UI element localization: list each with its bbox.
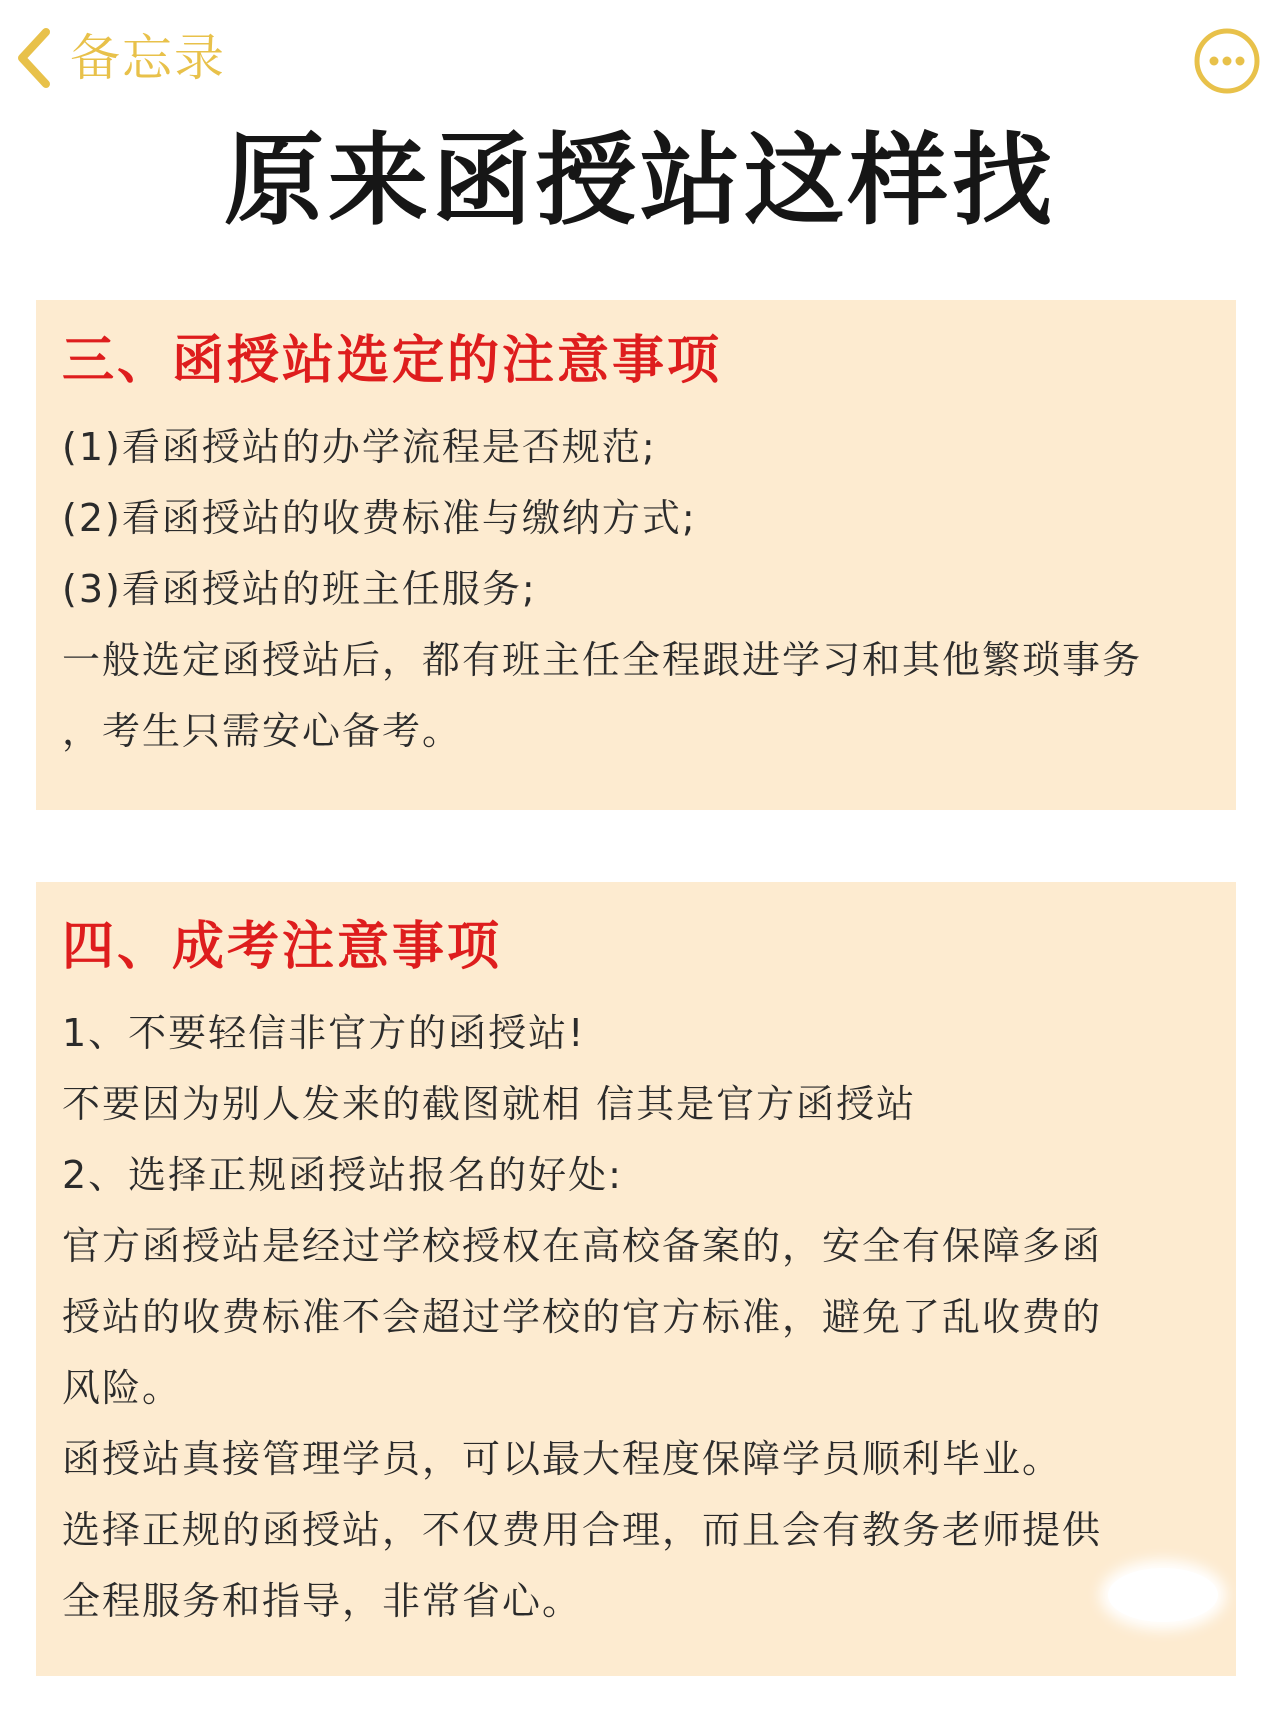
note-line: 选择正规的函授站，不仅费用合理，而且会有教务老师提供 [62, 1508, 1103, 1552]
note-section-4 [36, 882, 1236, 1676]
note-line: 函授站真接管理学员，可以最大程度保障学员顺利毕业。 [62, 1437, 1063, 1481]
back-label: 备忘录 [70, 29, 226, 87]
note-line: (2)看函授站的收费标准与缴纳方式; [62, 496, 697, 540]
note-line: 一般选定函授站后，都有班主任全程跟进学习和其他繁琐事务 [62, 638, 1143, 682]
page-title: 原来函授站这样找 [224, 122, 1056, 239]
section-heading: 四、成考注意事项 [62, 917, 503, 977]
note-line: 官方函授站是经过学校授权在高校备案的，安全有保障多函 [62, 1224, 1103, 1268]
section-body [62, 998, 1206, 1637]
ellipsis-circle-icon [1192, 81, 1262, 100]
smudge-mark [1108, 1568, 1218, 1622]
note-line: 不要因为别人发来的截图就相 信其是官方函授站 [62, 1082, 917, 1126]
note-section-3 [36, 300, 1236, 810]
more-button[interactable] [1192, 26, 1262, 96]
section-heading: 三、函授站选定的注意事项 [62, 331, 723, 391]
note-line: (3)看函授站的班主任服务; [62, 567, 537, 611]
note-line: 风险。 [62, 1366, 183, 1410]
note-line: (1)看函授站的办学流程是否规范; [62, 425, 657, 469]
note-line: 全程服务和指导，非常省心。 [62, 1579, 583, 1623]
note-line: 2、选择正规函授站报名的好处: [62, 1153, 623, 1197]
note-line: ，考生只需安心备考。 [62, 709, 463, 753]
nav-bar [0, 0, 1280, 120]
note-line: 授站的收费标准不会超过学校的官方标准，避免了乱收费的 [62, 1295, 1103, 1339]
chevron-left-icon [14, 26, 54, 90]
note-line: 1、不要轻信非官方的函授站! [62, 1011, 586, 1055]
section-body [62, 412, 1206, 767]
back-button[interactable] [14, 20, 226, 96]
